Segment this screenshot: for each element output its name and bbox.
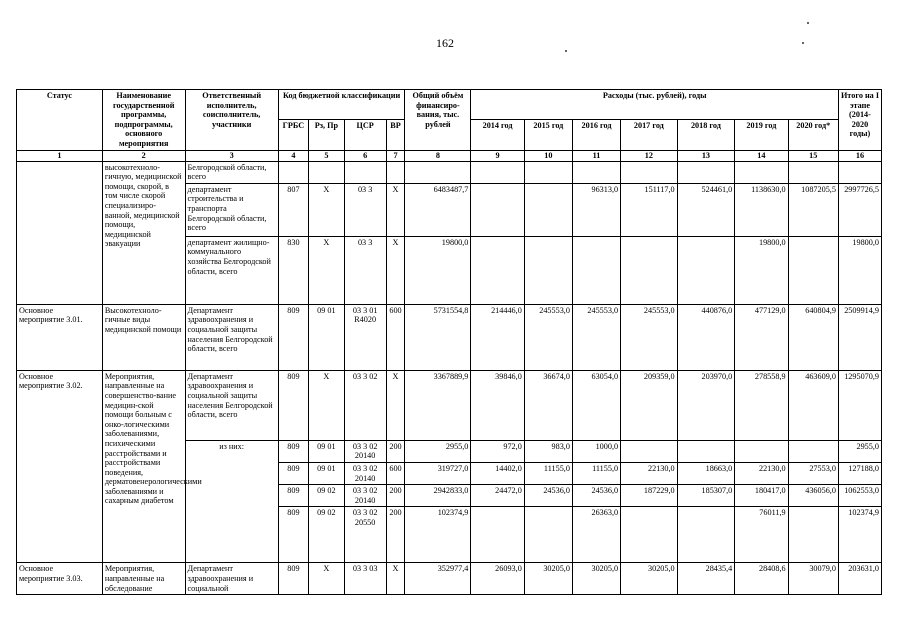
- year-cell: 187229,0: [621, 485, 678, 507]
- header-year: 2016 год: [572, 120, 620, 150]
- year-cell: 14402,0: [471, 462, 524, 484]
- rzpr-cell: Х: [309, 370, 345, 440]
- header-budget-code: Код бюджетной классификации: [278, 90, 405, 120]
- table-row: [17, 563, 882, 595]
- csr-cell: 03 3: [344, 236, 386, 304]
- year-cell: 30079,0: [788, 563, 838, 595]
- year-cell: [524, 183, 572, 236]
- year-cell: [788, 440, 838, 462]
- year-cell: [735, 440, 788, 462]
- scan-speck: [802, 42, 804, 44]
- status-cell: Основное мероприятие 3.01.: [17, 304, 103, 370]
- year-cell: [621, 236, 678, 304]
- vr-cell: 600: [386, 462, 405, 484]
- vr-cell: 200: [386, 485, 405, 507]
- budget-table: [16, 89, 882, 595]
- col-num: 15: [788, 150, 838, 161]
- table-row: [17, 370, 882, 440]
- year-cell: 76011,9: [735, 507, 788, 563]
- year-cell: 24536,0: [572, 485, 620, 507]
- header-vr: ВР: [386, 120, 405, 150]
- stage-total-cell: 19800,0: [838, 236, 881, 304]
- header-stage-total: Итого на I этапе (2014-2020 годы): [838, 90, 881, 151]
- col-num: 7: [386, 150, 405, 161]
- table-row: [17, 161, 882, 183]
- year-cell: [524, 507, 572, 563]
- year-cell: 245553,0: [572, 304, 620, 370]
- year-cell: 22130,0: [621, 462, 678, 484]
- year-cell: 28435,4: [677, 563, 735, 595]
- responsible-cell: Департамент здравоохранения и социальной: [185, 563, 278, 595]
- grbs-cell: 830: [278, 236, 308, 304]
- year-cell: 1138630,0: [735, 183, 788, 236]
- csr-cell: 03 3: [344, 183, 386, 236]
- header-row-1: [17, 90, 882, 120]
- vr-cell: Х: [386, 370, 405, 440]
- total-cell: 6483487,7: [405, 183, 471, 236]
- year-cell: [677, 236, 735, 304]
- year-cell: [572, 236, 620, 304]
- year-cell: 440876,0: [677, 304, 735, 370]
- year-cell: [788, 236, 838, 304]
- total-cell: 102374,9: [405, 507, 471, 563]
- vr-cell: Х: [386, 563, 405, 595]
- csr-cell: 03 3 02 20140: [344, 462, 386, 484]
- year-cell: 26363,0: [572, 507, 620, 563]
- csr-cell: 03 3 01 R4020: [344, 304, 386, 370]
- total-cell: 5731554,8: [405, 304, 471, 370]
- year-cell: [677, 440, 735, 462]
- year-cell: 278558,9: [735, 370, 788, 440]
- header-responsible: Ответственный исполнитель, соисполнитель, участники: [185, 90, 278, 151]
- of-which-label: из них:: [185, 440, 278, 563]
- year-cell: [524, 236, 572, 304]
- year-cell: [788, 507, 838, 563]
- header-rzpr: Рз, Пр: [309, 120, 345, 150]
- grbs-cell: 809: [278, 462, 308, 484]
- stage-total-cell: 1295070,9: [838, 370, 881, 440]
- year-cell: 11155,0: [572, 462, 620, 484]
- header-year: 2019 год: [735, 120, 788, 150]
- grbs-cell: 809: [278, 304, 308, 370]
- col-num: 10: [524, 150, 572, 161]
- year-cell: 1087205,5: [788, 183, 838, 236]
- rzpr-cell: 09 02: [309, 485, 345, 507]
- year-cell: 214446,0: [471, 304, 524, 370]
- year-cell: [471, 183, 524, 236]
- csr-cell: 03 3 03: [344, 563, 386, 595]
- responsible-cell: департамент строительства и транспорта Белгородской области, всего: [185, 183, 278, 236]
- year-cell: 36674,0: [524, 370, 572, 440]
- header-year: 2020 год*: [788, 120, 838, 150]
- total-cell: 19800,0: [405, 236, 471, 304]
- year-cell: 151117,0: [621, 183, 678, 236]
- column-number-row: [17, 150, 882, 161]
- year-cell: 245553,0: [621, 304, 678, 370]
- total-cell: 352977,4: [405, 563, 471, 595]
- col-num: 8: [405, 150, 471, 161]
- total-cell: 319727,0: [405, 462, 471, 484]
- header-year: 2017 год: [621, 120, 678, 150]
- page-number: 162: [436, 36, 454, 50]
- status-cell: [17, 161, 103, 304]
- vr-cell: Х: [386, 236, 405, 304]
- total-cell: 3367889,9: [405, 370, 471, 440]
- year-cell: 28408,6: [735, 563, 788, 595]
- grbs-cell: 809: [278, 440, 308, 462]
- year-cell: [471, 236, 524, 304]
- rzpr-cell: 09 01: [309, 462, 345, 484]
- year-cell: 24472,0: [471, 485, 524, 507]
- header-year: 2018 год: [677, 120, 735, 150]
- col-num: 5: [309, 150, 345, 161]
- header-year: 2015 год: [524, 120, 572, 150]
- year-cell: 972,0: [471, 440, 524, 462]
- col-num: 12: [621, 150, 678, 161]
- vr-cell: 200: [386, 507, 405, 563]
- col-num: 4: [278, 150, 308, 161]
- responsible-cell: Департамент здравоохранения и социальной защиты населения Белгородской области, всего: [185, 370, 278, 440]
- year-cell: 463609,0: [788, 370, 838, 440]
- grbs-cell: 807: [278, 183, 308, 236]
- csr-cell: 03 3 02 20550: [344, 507, 386, 563]
- year-cell: 477129,0: [735, 304, 788, 370]
- rzpr-cell: Х: [309, 183, 345, 236]
- year-cell: 18663,0: [677, 462, 735, 484]
- program-name: Мероприятия, направленные на обследование: [102, 563, 185, 595]
- header-csr: ЦСР: [344, 120, 386, 150]
- year-cell: 30205,0: [621, 563, 678, 595]
- header-year: 2014 год: [471, 120, 524, 150]
- header-grbs: ГРБС: [278, 120, 308, 150]
- header-expenses: Расходы (тыс. рублей), годы: [471, 90, 839, 120]
- year-cell: 39846,0: [471, 370, 524, 440]
- header-total-volume: Общий объём финансиро-вания, тыс. рублей: [405, 90, 471, 151]
- header-name: Наименование государственной программы, подпрограммы, основного мероприятия: [102, 90, 185, 151]
- year-cell: 11155,0: [524, 462, 572, 484]
- year-cell: 27553,0: [788, 462, 838, 484]
- col-num: 14: [735, 150, 788, 161]
- grbs-cell: 809: [278, 370, 308, 440]
- stage-total-cell: 2997726,5: [838, 183, 881, 236]
- vr-cell: 600: [386, 304, 405, 370]
- col-num: 6: [344, 150, 386, 161]
- year-cell: [677, 507, 735, 563]
- year-cell: 436056,0: [788, 485, 838, 507]
- year-cell: 63054,0: [572, 370, 620, 440]
- year-cell: 24536,0: [524, 485, 572, 507]
- col-num: 13: [677, 150, 735, 161]
- year-cell: 524461,0: [677, 183, 735, 236]
- responsible-cell: Белгородской области, всего: [185, 161, 278, 183]
- year-cell: 983,0: [524, 440, 572, 462]
- stage-total-cell: 102374,9: [838, 507, 881, 563]
- stage-total-cell: 2509914,9: [838, 304, 881, 370]
- stage-total-cell: 127188,0: [838, 462, 881, 484]
- table-row: [17, 304, 882, 370]
- year-cell: [621, 440, 678, 462]
- total-cell: 2942833,0: [405, 485, 471, 507]
- year-cell: 22130,0: [735, 462, 788, 484]
- scan-speck: [565, 50, 567, 52]
- col-num: 3: [185, 150, 278, 161]
- vr-cell: 200: [386, 440, 405, 462]
- year-cell: 1000,0: [572, 440, 620, 462]
- stage-total-cell: 1062553,0: [838, 485, 881, 507]
- vr-cell: Х: [386, 183, 405, 236]
- program-name: высокотехноло-гичную, медицинской помощи, скорой, в том числе скорой специализиро-ванной, медицинской помощи, медицинской эвакуации: [102, 161, 185, 304]
- col-num: 16: [838, 150, 881, 161]
- year-cell: 203970,0: [677, 370, 735, 440]
- csr-cell: 03 3 02: [344, 370, 386, 440]
- year-cell: 30205,0: [524, 563, 572, 595]
- col-num: 1: [17, 150, 103, 161]
- grbs-cell: 809: [278, 485, 308, 507]
- year-cell: 19800,0: [735, 236, 788, 304]
- rzpr-cell: 09 02: [309, 507, 345, 563]
- col-num: 9: [471, 150, 524, 161]
- grbs-cell: 809: [278, 563, 308, 595]
- col-num: 11: [572, 150, 620, 161]
- year-cell: 26093,0: [471, 563, 524, 595]
- year-cell: [621, 507, 678, 563]
- csr-cell: 03 3 02 20140: [344, 485, 386, 507]
- rzpr-cell: 09 01: [309, 440, 345, 462]
- col-num: 2: [102, 150, 185, 161]
- rzpr-cell: Х: [309, 236, 345, 304]
- status-cell: Основное мероприятие 3.02.: [17, 370, 103, 563]
- rzpr-cell: Х: [309, 563, 345, 595]
- scan-speck: [807, 22, 809, 24]
- stage-total-cell: 203631,0: [838, 563, 881, 595]
- total-cell: 2955,0: [405, 440, 471, 462]
- year-cell: 245553,0: [524, 304, 572, 370]
- program-name: Мероприятия, направленные на совершенство-вание медицин-ской помощи больным с онко-логическими заболеваниями, психическими расстройствами и расстройствами поведения, дерматовенерологическими заболеваниями и сахарным диабетом: [102, 370, 185, 563]
- year-cell: 640804,9: [788, 304, 838, 370]
- year-cell: [471, 507, 524, 563]
- responsible-cell: Департамент здравоохранения и социальной защиты населения Белгородской области, всего: [185, 304, 278, 370]
- header-status: Статус: [17, 90, 103, 151]
- grbs-cell: 809: [278, 507, 308, 563]
- year-cell: 180417,0: [735, 485, 788, 507]
- year-cell: 30205,0: [572, 563, 620, 595]
- csr-cell: 03 3 02 20140: [344, 440, 386, 462]
- program-name: Высокотехноло-гичные виды медицинской помощи: [102, 304, 185, 370]
- year-cell: 96313,0: [572, 183, 620, 236]
- rzpr-cell: 09 01: [309, 304, 345, 370]
- stage-total-cell: 2955,0: [838, 440, 881, 462]
- status-cell: Основное мероприятие 3.03.: [17, 563, 103, 595]
- responsible-cell: департамент жилищно-коммунального хозяйства Белгородской области, всего: [185, 236, 278, 304]
- year-cell: 209359,0: [621, 370, 678, 440]
- year-cell: 185307,0: [677, 485, 735, 507]
